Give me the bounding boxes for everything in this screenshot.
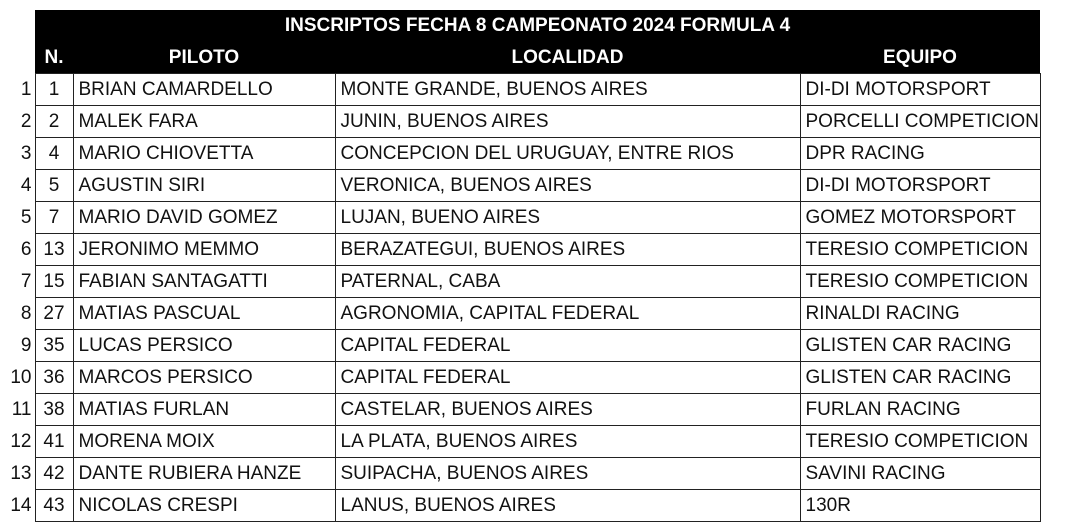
equipo-cell[interactable]: SAVINI RACING: [800, 458, 1040, 490]
localidad-cell[interactable]: JUNIN, BUENOS AIRES: [335, 106, 800, 138]
piloto-cell[interactable]: FABIAN SANTAGATTI: [73, 266, 335, 298]
table-row: [0, 106, 1040, 138]
table-row: [0, 266, 1040, 298]
row-number[interactable]: 11: [11, 398, 32, 420]
table-row: [0, 170, 1040, 202]
row-number[interactable]: 5: [20, 206, 32, 228]
equipo-cell[interactable]: GLISTEN CAR RACING: [800, 362, 1040, 394]
row-number[interactable]: 7: [20, 270, 32, 292]
equipo-cell[interactable]: RINALDI RACING: [800, 298, 1040, 330]
column-header-row: [0, 42, 1040, 74]
localidad-cell[interactable]: CASTELAR, BUENOS AIRES: [335, 394, 800, 426]
equipo-cell[interactable]: FURLAN RACING: [800, 394, 1040, 426]
car-number-cell[interactable]: 36: [35, 362, 73, 394]
equipo-cell[interactable]: TERESIO COMPETICION: [800, 266, 1040, 298]
localidad-cell[interactable]: CAPITAL FEDERAL: [335, 362, 800, 394]
table-row: [0, 362, 1040, 394]
table-row: [0, 298, 1040, 330]
table-row: [0, 202, 1040, 234]
row-number[interactable]: 3: [20, 142, 32, 164]
row-number[interactable]: 12: [10, 430, 32, 452]
row-number[interactable]: 13: [10, 462, 32, 484]
piloto-cell[interactable]: NICOLAS CRESPI: [73, 490, 335, 522]
table-row: [0, 234, 1040, 266]
localidad-cell[interactable]: LA PLATA, BUENOS AIRES: [335, 426, 800, 458]
piloto-cell[interactable]: MALEK FARA: [73, 106, 335, 138]
equipo-cell[interactable]: TERESIO COMPETICION: [800, 426, 1040, 458]
row-number[interactable]: 4: [20, 174, 32, 196]
piloto-cell[interactable]: MORENA MOIX: [73, 426, 335, 458]
table-body: [0, 74, 1040, 522]
piloto-cell[interactable]: MARIO DAVID GOMEZ: [73, 202, 335, 234]
car-number-cell[interactable]: 43: [35, 490, 73, 522]
piloto-cell[interactable]: MARIO CHIOVETTA: [73, 138, 335, 170]
car-number-cell[interactable]: 38: [35, 394, 73, 426]
car-number-cell[interactable]: 13: [35, 234, 73, 266]
column-header-equipo: EQUIPO: [800, 42, 1040, 74]
table-row: [0, 458, 1040, 490]
column-header-localidad: LOCALIDAD: [335, 42, 800, 74]
car-number-cell[interactable]: 4: [35, 138, 73, 170]
localidad-cell[interactable]: CONCEPCION DEL URUGUAY, ENTRE RIOS: [335, 138, 800, 170]
equipo-cell[interactable]: PORCELLI COMPETICION: [800, 106, 1040, 138]
row-number-header-blank: [0, 42, 35, 74]
localidad-cell[interactable]: SUIPACHA, BUENOS AIRES: [335, 458, 800, 490]
localidad-cell[interactable]: LUJAN, BUENO AIRES: [335, 202, 800, 234]
car-number-cell[interactable]: 27: [35, 298, 73, 330]
equipo-cell[interactable]: GOMEZ MOTORSPORT: [800, 202, 1040, 234]
piloto-cell[interactable]: MARCOS PERSICO: [73, 362, 335, 394]
column-header-number: N.: [35, 42, 73, 74]
title-row: [0, 10, 1040, 42]
piloto-cell[interactable]: MATIAS PASCUAL: [73, 298, 335, 330]
table-row: [0, 426, 1040, 458]
table-row: [0, 394, 1040, 426]
car-number-cell[interactable]: 41: [35, 426, 73, 458]
table-row: [0, 74, 1040, 106]
equipo-cell[interactable]: 130R: [800, 490, 1040, 522]
row-number[interactable]: 9: [20, 334, 32, 356]
equipo-cell[interactable]: DPR RACING: [800, 138, 1040, 170]
localidad-cell[interactable]: LANUS, BUENOS AIRES: [335, 490, 800, 522]
piloto-cell[interactable]: AGUSTIN SIRI: [73, 170, 335, 202]
car-number-cell[interactable]: 42: [35, 458, 73, 490]
piloto-cell[interactable]: DANTE RUBIERA HANZE: [73, 458, 335, 490]
equipo-cell[interactable]: DI-DI MOTORSPORT: [800, 170, 1040, 202]
piloto-cell[interactable]: JERONIMO MEMMO: [73, 234, 335, 266]
row-number[interactable]: 1: [20, 78, 32, 100]
localidad-cell[interactable]: MONTE GRANDE, BUENOS AIRES: [335, 74, 800, 106]
row-number[interactable]: 14: [10, 494, 32, 516]
row-number[interactable]: 8: [20, 302, 32, 324]
car-number-cell[interactable]: 2: [35, 106, 73, 138]
column-header-piloto: PILOTO: [73, 42, 335, 74]
piloto-cell[interactable]: LUCAS PERSICO: [73, 330, 335, 362]
localidad-cell[interactable]: BERAZATEGUI, BUENOS AIRES: [335, 234, 800, 266]
car-number-cell[interactable]: 7: [35, 202, 73, 234]
equipo-cell[interactable]: TERESIO COMPETICION: [800, 234, 1040, 266]
car-number-cell[interactable]: 1: [35, 74, 73, 106]
entries-table: [0, 10, 1041, 522]
localidad-cell[interactable]: PATERNAL, CABA: [335, 266, 800, 298]
equipo-cell[interactable]: DI-DI MOTORSPORT: [800, 74, 1040, 106]
row-number[interactable]: 10: [10, 366, 32, 388]
table-row: [0, 330, 1040, 362]
localidad-cell[interactable]: AGRONOMIA, CAPITAL FEDERAL: [335, 298, 800, 330]
car-number-cell[interactable]: 15: [35, 266, 73, 298]
car-number-cell[interactable]: 5: [35, 170, 73, 202]
piloto-cell[interactable]: MATIAS FURLAN: [73, 394, 335, 426]
piloto-cell[interactable]: BRIAN CAMARDELLO: [73, 74, 335, 106]
row-number[interactable]: 6: [20, 238, 32, 260]
equipo-cell[interactable]: GLISTEN CAR RACING: [800, 330, 1040, 362]
row-number[interactable]: 2: [20, 110, 32, 132]
car-number-cell[interactable]: 35: [35, 330, 73, 362]
localidad-cell[interactable]: CAPITAL FEDERAL: [335, 330, 800, 362]
table-title: INSCRIPTOS FECHA 8 CAMPEONATO 2024 FORMULA 4: [35, 10, 1040, 42]
row-number-header: [0, 10, 35, 42]
localidad-cell[interactable]: VERONICA, BUENOS AIRES: [335, 170, 800, 202]
table-row: [0, 490, 1040, 522]
table-row: [0, 138, 1040, 170]
